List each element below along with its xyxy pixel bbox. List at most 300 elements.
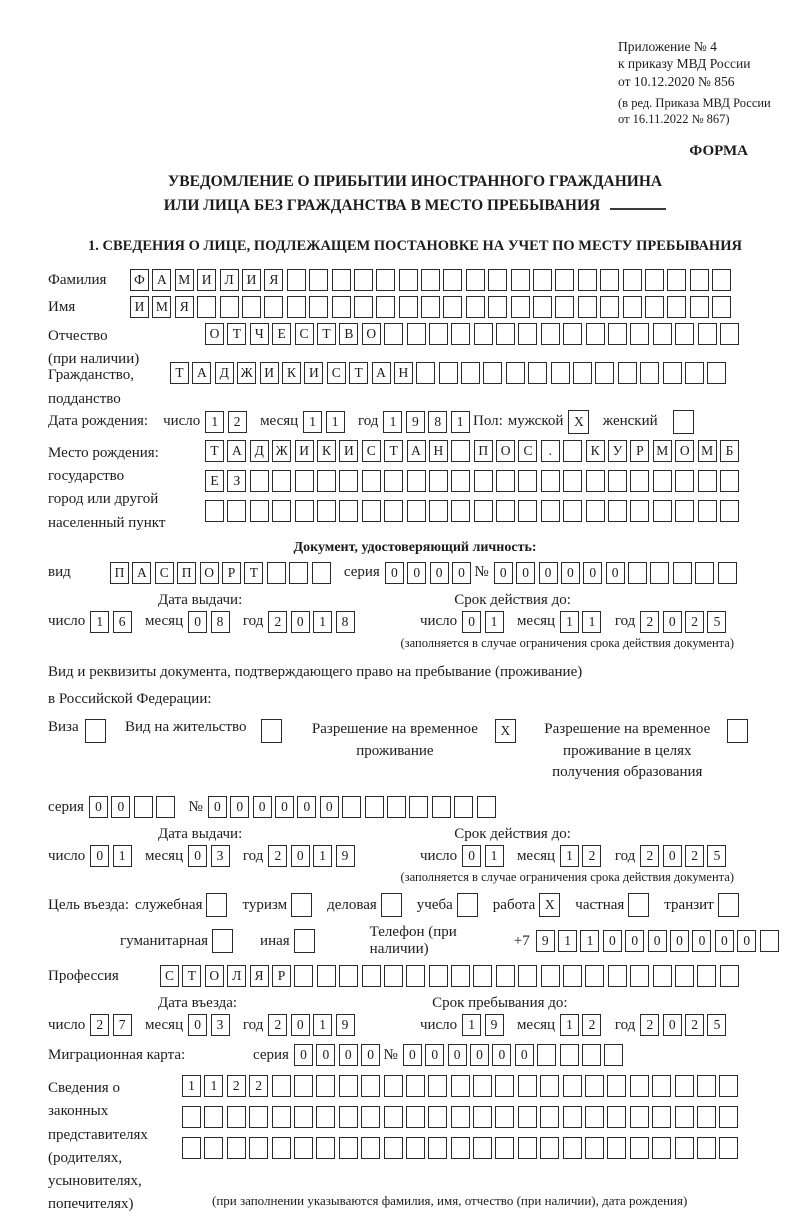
birthplace-char-box[interactable]	[451, 500, 470, 522]
profession-char-box[interactable]	[339, 965, 358, 987]
phone-digit-box[interactable]: 9	[536, 930, 555, 952]
residence-series-box[interactable]: 0	[89, 796, 108, 818]
birthplace-char-box[interactable]	[586, 470, 605, 492]
identity-number-box[interactable]	[628, 562, 647, 584]
patronymic-char-box[interactable]	[630, 323, 649, 345]
birthplace-char-box[interactable]: М	[698, 440, 717, 462]
firstname-char-box[interactable]	[690, 296, 709, 318]
identity-kind-char-box[interactable]: А	[132, 562, 151, 584]
migration-series-box[interactable]: 0	[316, 1044, 335, 1066]
surname-char-box[interactable]: М	[175, 269, 194, 291]
birthplace-char-box[interactable]	[429, 500, 448, 522]
legal-char-box[interactable]	[339, 1075, 358, 1097]
firstname-char-box[interactable]	[645, 296, 664, 318]
legal-char-box[interactable]	[495, 1106, 514, 1128]
firstname-char-box[interactable]	[466, 296, 485, 318]
profession-char-box[interactable]	[496, 965, 515, 987]
identity-number-box[interactable]	[650, 562, 669, 584]
identity-kind-char-box[interactable]: С	[155, 562, 174, 584]
residence-valid-year-box[interactable]: 2	[640, 845, 659, 867]
legal-char-box[interactable]	[182, 1106, 201, 1128]
identity-series-box[interactable]: 0	[430, 562, 449, 584]
surname-char-box[interactable]	[600, 269, 619, 291]
legal-char-box[interactable]	[384, 1075, 403, 1097]
legal-char-box[interactable]	[182, 1137, 201, 1159]
phone-digit-box[interactable]: 0	[625, 930, 644, 952]
citizenship-char-box[interactable]	[551, 362, 570, 384]
legal-char-box[interactable]	[339, 1137, 358, 1159]
patronymic-char-box[interactable]: О	[205, 323, 224, 345]
identity-number-box[interactable]	[695, 562, 714, 584]
birthplace-char-box[interactable]: Д	[250, 440, 269, 462]
firstname-char-box[interactable]	[488, 296, 507, 318]
legal-char-box[interactable]	[316, 1075, 335, 1097]
birthplace-char-box[interactable]	[407, 470, 426, 492]
legal-char-box[interactable]	[406, 1137, 425, 1159]
identity-number-box[interactable]	[718, 562, 737, 584]
birthplace-char-box[interactable]	[563, 470, 582, 492]
sex-female-checkbox[interactable]	[673, 410, 694, 434]
firstname-char-box[interactable]	[667, 296, 686, 318]
surname-char-box[interactable]: Я	[264, 269, 283, 291]
birthplace-char-box[interactable]: Н	[429, 440, 448, 462]
migration-number-box[interactable]: 0	[470, 1044, 489, 1066]
patronymic-char-box[interactable]	[451, 323, 470, 345]
birthplace-char-box[interactable]	[384, 470, 403, 492]
firstname-char-box[interactable]	[309, 296, 328, 318]
patronymic-char-box[interactable]	[407, 323, 426, 345]
sex-male-checkbox[interactable]: X	[568, 410, 589, 434]
profession-char-box[interactable]: Л	[227, 965, 246, 987]
identity-kind-char-box[interactable]: П	[177, 562, 196, 584]
identity-issue-day-box[interactable]: 1	[90, 611, 109, 633]
identity-number-box[interactable]: 0	[561, 562, 580, 584]
legal-char-box[interactable]	[495, 1075, 514, 1097]
identity-valid-day-box[interactable]: 1	[485, 611, 504, 633]
legal-char-box[interactable]	[652, 1137, 671, 1159]
legal-char-box[interactable]	[563, 1075, 582, 1097]
migration-number-box[interactable]	[604, 1044, 623, 1066]
phone-digit-box[interactable]: 0	[670, 930, 689, 952]
birthplace-char-box[interactable]	[272, 500, 291, 522]
birthplace-char-box[interactable]	[541, 470, 560, 492]
stay-year-box[interactable]: 0	[663, 1014, 682, 1036]
birthplace-char-box[interactable]	[496, 470, 515, 492]
legal-char-box[interactable]	[697, 1075, 716, 1097]
residence-permit-checkbox[interactable]	[261, 719, 282, 743]
birthplace-char-box[interactable]	[653, 500, 672, 522]
stay-day-box[interactable]: 1	[462, 1014, 481, 1036]
surname-char-box[interactable]	[555, 269, 574, 291]
residence-valid-year-box[interactable]: 5	[707, 845, 726, 867]
birthplace-char-box[interactable]: И	[339, 440, 358, 462]
legal-char-box[interactable]	[361, 1106, 380, 1128]
firstname-char-box[interactable]	[376, 296, 395, 318]
legal-char-box[interactable]	[294, 1075, 313, 1097]
birthplace-char-box[interactable]: Т	[384, 440, 403, 462]
birthplace-char-box[interactable]	[608, 500, 627, 522]
identity-issue-year-box[interactable]: 0	[291, 611, 310, 633]
legal-char-box[interactable]	[473, 1075, 492, 1097]
identity-number-box[interactable]: 0	[539, 562, 558, 584]
legal-char-box[interactable]	[563, 1137, 582, 1159]
migration-series-box[interactable]: 0	[294, 1044, 313, 1066]
surname-char-box[interactable]	[511, 269, 530, 291]
birthplace-char-box[interactable]: О	[675, 440, 694, 462]
birthdate-year-box[interactable]: 8	[428, 411, 447, 433]
birthplace-char-box[interactable]: .	[541, 440, 560, 462]
legal-char-box[interactable]	[630, 1075, 649, 1097]
firstname-char-box[interactable]	[287, 296, 306, 318]
legal-char-box[interactable]: 2	[249, 1075, 268, 1097]
surname-char-box[interactable]	[332, 269, 351, 291]
patronymic-char-box[interactable]	[496, 323, 515, 345]
birthplace-char-box[interactable]	[698, 500, 717, 522]
identity-kind-char-box[interactable]: П	[110, 562, 129, 584]
profession-char-box[interactable]	[653, 965, 672, 987]
patronymic-char-box[interactable]	[541, 323, 560, 345]
birthplace-char-box[interactable]	[474, 470, 493, 492]
birthplace-char-box[interactable]	[227, 500, 246, 522]
residence-valid-day-box[interactable]: 0	[462, 845, 481, 867]
residence-valid-month-box[interactable]: 2	[582, 845, 601, 867]
patronymic-char-box[interactable]: Т	[227, 323, 246, 345]
legal-char-box[interactable]	[227, 1137, 246, 1159]
identity-number-box[interactable]: 0	[494, 562, 513, 584]
legal-char-box[interactable]	[518, 1106, 537, 1128]
firstname-char-box[interactable]	[264, 296, 283, 318]
birthplace-char-box[interactable]	[317, 500, 336, 522]
profession-char-box[interactable]	[384, 965, 403, 987]
purpose-business-checkbox[interactable]	[206, 893, 227, 917]
patronymic-char-box[interactable]: Е	[272, 323, 291, 345]
profession-char-box[interactable]	[518, 965, 537, 987]
surname-char-box[interactable]	[645, 269, 664, 291]
surname-char-box[interactable]	[309, 269, 328, 291]
firstname-char-box[interactable]	[533, 296, 552, 318]
residence-issue-day-box[interactable]: 0	[90, 845, 109, 867]
identity-number-box[interactable]	[673, 562, 692, 584]
citizenship-char-box[interactable]	[506, 362, 525, 384]
birthplace-char-box[interactable]: Т	[205, 440, 224, 462]
birthplace-char-box[interactable]: П	[474, 440, 493, 462]
legal-char-box[interactable]	[227, 1106, 246, 1128]
residence-issue-year-box[interactable]: 9	[336, 845, 355, 867]
identity-number-box[interactable]: 0	[583, 562, 602, 584]
citizenship-char-box[interactable]: Т	[349, 362, 368, 384]
patronymic-char-box[interactable]	[653, 323, 672, 345]
purpose-other-checkbox[interactable]	[294, 929, 315, 953]
legal-char-box[interactable]: 2	[227, 1075, 246, 1097]
profession-char-box[interactable]	[451, 965, 470, 987]
phone-digit-box[interactable]: 0	[603, 930, 622, 952]
birthplace-char-box[interactable]: А	[227, 440, 246, 462]
citizenship-char-box[interactable]	[595, 362, 614, 384]
legal-char-box[interactable]	[272, 1137, 291, 1159]
legal-char-box[interactable]	[316, 1106, 335, 1128]
legal-char-box[interactable]	[428, 1106, 447, 1128]
citizenship-char-box[interactable]	[461, 362, 480, 384]
birthplace-char-box[interactable]: У	[608, 440, 627, 462]
legal-char-box[interactable]	[675, 1137, 694, 1159]
legal-char-box[interactable]	[339, 1106, 358, 1128]
legal-char-box[interactable]	[316, 1137, 335, 1159]
surname-char-box[interactable]	[578, 269, 597, 291]
birthplace-char-box[interactable]: Е	[205, 470, 224, 492]
identity-valid-year-box[interactable]: 2	[685, 611, 704, 633]
legal-char-box[interactable]	[518, 1075, 537, 1097]
legal-char-box[interactable]	[630, 1137, 649, 1159]
firstname-char-box[interactable]	[443, 296, 462, 318]
legal-char-box[interactable]	[272, 1106, 291, 1128]
purpose-transit-checkbox[interactable]	[718, 893, 739, 917]
legal-char-box[interactable]	[540, 1075, 559, 1097]
legal-char-box[interactable]	[428, 1137, 447, 1159]
residence-number-box[interactable]: 0	[253, 796, 272, 818]
entry-day-box[interactable]: 2	[90, 1014, 109, 1036]
residence-issue-month-box[interactable]: 3	[211, 845, 230, 867]
identity-issue-year-box[interactable]: 2	[268, 611, 287, 633]
patronymic-char-box[interactable]	[675, 323, 694, 345]
patronymic-char-box[interactable]	[429, 323, 448, 345]
surname-char-box[interactable]	[287, 269, 306, 291]
profession-char-box[interactable]	[473, 965, 492, 987]
residence-issue-day-box[interactable]: 1	[113, 845, 132, 867]
profession-char-box[interactable]: Р	[272, 965, 291, 987]
profession-char-box[interactable]	[362, 965, 381, 987]
profession-char-box[interactable]	[720, 965, 739, 987]
identity-issue-day-box[interactable]: 6	[113, 611, 132, 633]
surname-char-box[interactable]	[421, 269, 440, 291]
identity-valid-day-box[interactable]: 0	[462, 611, 481, 633]
edu-permit-checkbox[interactable]	[727, 719, 748, 743]
identity-series-box[interactable]: 0	[452, 562, 471, 584]
purpose-tourism-checkbox[interactable]	[291, 893, 312, 917]
entry-year-box[interactable]: 9	[336, 1014, 355, 1036]
profession-char-box[interactable]	[630, 965, 649, 987]
surname-char-box[interactable]	[712, 269, 731, 291]
migration-number-box[interactable]	[582, 1044, 601, 1066]
patronymic-char-box[interactable]: С	[295, 323, 314, 345]
residence-number-box[interactable]: 0	[208, 796, 227, 818]
patronymic-char-box[interactable]: Ч	[250, 323, 269, 345]
stay-year-box[interactable]: 5	[707, 1014, 726, 1036]
legal-char-box[interactable]	[495, 1137, 514, 1159]
residence-number-box[interactable]: 0	[297, 796, 316, 818]
birthdate-month-box[interactable]: 1	[326, 411, 345, 433]
residence-series-box[interactable]	[134, 796, 153, 818]
profession-char-box[interactable]	[675, 965, 694, 987]
birthdate-year-box[interactable]: 1	[451, 411, 470, 433]
legal-char-box[interactable]	[406, 1075, 425, 1097]
purpose-commercial-checkbox[interactable]	[381, 893, 402, 917]
legal-char-box[interactable]	[540, 1137, 559, 1159]
birthplace-char-box[interactable]: О	[496, 440, 515, 462]
surname-char-box[interactable]	[488, 269, 507, 291]
firstname-char-box[interactable]	[197, 296, 216, 318]
firstname-char-box[interactable]	[354, 296, 373, 318]
legal-char-box[interactable]	[697, 1106, 716, 1128]
residence-number-box[interactable]: 0	[320, 796, 339, 818]
birthplace-char-box[interactable]	[720, 500, 739, 522]
legal-char-box[interactable]	[652, 1106, 671, 1128]
birthplace-char-box[interactable]	[675, 500, 694, 522]
birthplace-char-box[interactable]	[563, 500, 582, 522]
identity-kind-char-box[interactable]: Т	[244, 562, 263, 584]
citizenship-char-box[interactable]: Н	[394, 362, 413, 384]
stay-day-box[interactable]: 9	[485, 1014, 504, 1036]
legal-char-box[interactable]: 1	[204, 1075, 223, 1097]
birthplace-char-box[interactable]	[630, 470, 649, 492]
patronymic-char-box[interactable]	[563, 323, 582, 345]
legal-char-box[interactable]	[384, 1137, 403, 1159]
identity-issue-year-box[interactable]: 8	[336, 611, 355, 633]
residence-number-box[interactable]	[342, 796, 361, 818]
migration-number-box[interactable]	[537, 1044, 556, 1066]
surname-char-box[interactable]	[667, 269, 686, 291]
legal-char-box[interactable]	[361, 1137, 380, 1159]
legal-char-box[interactable]	[518, 1137, 537, 1159]
firstname-char-box[interactable]	[220, 296, 239, 318]
legal-char-box[interactable]	[451, 1106, 470, 1128]
phone-digit-box[interactable]	[760, 930, 779, 952]
citizenship-char-box[interactable]: А	[372, 362, 391, 384]
patronymic-char-box[interactable]	[698, 323, 717, 345]
patronymic-char-box[interactable]	[518, 323, 537, 345]
identity-number-box[interactable]: 0	[606, 562, 625, 584]
surname-char-box[interactable]: И	[197, 269, 216, 291]
migration-number-box[interactable]: 0	[448, 1044, 467, 1066]
patronymic-char-box[interactable]	[586, 323, 605, 345]
birthplace-char-box[interactable]	[362, 470, 381, 492]
birthplace-char-box[interactable]: С	[362, 440, 381, 462]
patronymic-char-box[interactable]	[720, 323, 739, 345]
patronymic-char-box[interactable]	[474, 323, 493, 345]
residence-issue-year-box[interactable]: 0	[291, 845, 310, 867]
birthdate-day-box[interactable]: 2	[228, 411, 247, 433]
identity-valid-month-box[interactable]: 1	[582, 611, 601, 633]
surname-char-box[interactable]: И	[242, 269, 261, 291]
legal-char-box[interactable]	[697, 1137, 716, 1159]
legal-char-box[interactable]	[428, 1075, 447, 1097]
birthplace-char-box[interactable]: С	[518, 440, 537, 462]
identity-kind-char-box[interactable]	[267, 562, 286, 584]
identity-kind-char-box[interactable]	[289, 562, 308, 584]
entry-year-box[interactable]: 2	[268, 1014, 287, 1036]
birthplace-char-box[interactable]	[653, 470, 672, 492]
residence-series-box[interactable]: 0	[111, 796, 130, 818]
citizenship-char-box[interactable]	[439, 362, 458, 384]
entry-month-box[interactable]: 0	[188, 1014, 207, 1036]
citizenship-char-box[interactable]: И	[304, 362, 323, 384]
stay-year-box[interactable]: 2	[685, 1014, 704, 1036]
residence-number-box[interactable]	[432, 796, 451, 818]
legal-char-box[interactable]	[675, 1106, 694, 1128]
profession-char-box[interactable]: С	[160, 965, 179, 987]
legal-char-box[interactable]	[294, 1106, 313, 1128]
legal-char-box[interactable]	[361, 1075, 380, 1097]
birthdate-day-box[interactable]: 1	[205, 411, 224, 433]
citizenship-char-box[interactable]: С	[327, 362, 346, 384]
legal-char-box[interactable]	[563, 1106, 582, 1128]
surname-char-box[interactable]: Ф	[130, 269, 149, 291]
phone-digit-box[interactable]: 1	[558, 930, 577, 952]
birthplace-char-box[interactable]	[407, 500, 426, 522]
birthplace-char-box[interactable]	[362, 500, 381, 522]
legal-char-box[interactable]	[406, 1106, 425, 1128]
surname-char-box[interactable]: Л	[220, 269, 239, 291]
legal-char-box[interactable]	[607, 1137, 626, 1159]
firstname-char-box[interactable]	[332, 296, 351, 318]
birthplace-char-box[interactable]: З	[227, 470, 246, 492]
patronymic-char-box[interactable]: О	[362, 323, 381, 345]
purpose-humanitarian-checkbox[interactable]	[212, 929, 233, 953]
phone-digit-box[interactable]: 0	[692, 930, 711, 952]
residence-valid-month-box[interactable]: 1	[560, 845, 579, 867]
legal-char-box[interactable]	[384, 1106, 403, 1128]
firstname-char-box[interactable]: И	[130, 296, 149, 318]
temp-permit-checkbox[interactable]: X	[495, 719, 516, 743]
birthplace-char-box[interactable]	[541, 500, 560, 522]
birthplace-char-box[interactable]	[586, 500, 605, 522]
legal-char-box[interactable]	[272, 1075, 291, 1097]
profession-char-box[interactable]	[294, 965, 313, 987]
residence-number-box[interactable]	[477, 796, 496, 818]
firstname-char-box[interactable]	[242, 296, 261, 318]
birthplace-char-box[interactable]: Ж	[272, 440, 291, 462]
surname-char-box[interactable]	[466, 269, 485, 291]
purpose-study-checkbox[interactable]	[457, 893, 478, 917]
birthplace-char-box[interactable]: Б	[720, 440, 739, 462]
identity-issue-month-box[interactable]: 0	[188, 611, 207, 633]
citizenship-char-box[interactable]: А	[192, 362, 211, 384]
birthplace-char-box[interactable]	[451, 470, 470, 492]
patronymic-char-box[interactable]	[384, 323, 403, 345]
legal-char-box[interactable]	[473, 1137, 492, 1159]
citizenship-char-box[interactable]	[528, 362, 547, 384]
firstname-char-box[interactable]	[555, 296, 574, 318]
birthplace-char-box[interactable]	[429, 470, 448, 492]
birthplace-char-box[interactable]	[608, 470, 627, 492]
birthplace-char-box[interactable]: А	[407, 440, 426, 462]
profession-char-box[interactable]	[608, 965, 627, 987]
birthplace-char-box[interactable]	[317, 470, 336, 492]
legal-char-box[interactable]	[675, 1075, 694, 1097]
residence-number-box[interactable]: 0	[230, 796, 249, 818]
birthplace-char-box[interactable]	[720, 470, 739, 492]
citizenship-char-box[interactable]: И	[260, 362, 279, 384]
legal-char-box[interactable]	[204, 1106, 223, 1128]
patronymic-char-box[interactable]: В	[339, 323, 358, 345]
residence-number-box[interactable]	[365, 796, 384, 818]
birthplace-char-box[interactable]	[518, 470, 537, 492]
entry-day-box[interactable]: 7	[113, 1014, 132, 1036]
surname-char-box[interactable]	[376, 269, 395, 291]
firstname-char-box[interactable]	[712, 296, 731, 318]
legal-char-box[interactable]	[540, 1106, 559, 1128]
migration-series-box[interactable]: 0	[361, 1044, 380, 1066]
citizenship-char-box[interactable]	[483, 362, 502, 384]
residence-number-box[interactable]: 0	[275, 796, 294, 818]
migration-number-box[interactable]: 0	[515, 1044, 534, 1066]
entry-year-box[interactable]: 0	[291, 1014, 310, 1036]
citizenship-char-box[interactable]	[416, 362, 435, 384]
legal-char-box[interactable]	[473, 1106, 492, 1128]
legal-char-box[interactable]	[607, 1106, 626, 1128]
firstname-char-box[interactable]	[578, 296, 597, 318]
migration-series-box[interactable]: 0	[339, 1044, 358, 1066]
profession-char-box[interactable]	[563, 965, 582, 987]
